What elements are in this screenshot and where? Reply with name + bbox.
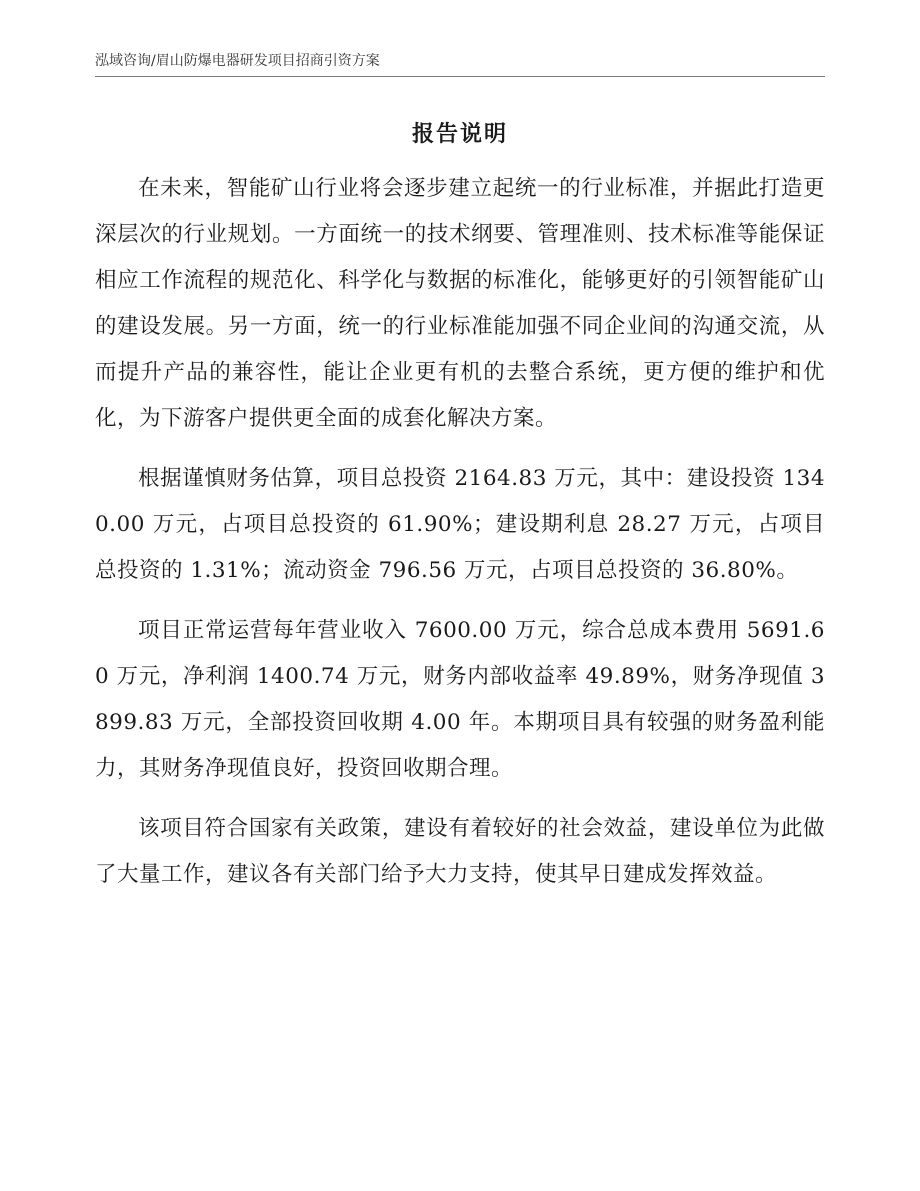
paragraph-investment-estimate: 根据谨慎财务估算，项目总投资 2164.83 万元，其中：建设投资 1340.00 万元，占项目总投资的 61.90%；建设期利息 28.27 万元，占项目总投资的 1.31%；流动资金 796.56 万元，占项目总投资的 36.80%。: [95, 466, 825, 583]
paragraph-conclusion: 该项目符合国家有关政策，建设有着较好的社会效益，建设单位为此做了大量工作，建议各有关部门给予大力支持，使其早日建成发挥效益。: [95, 816, 825, 887]
document-body: [95, 166, 825, 912]
running-header: 泓域咨询/眉山防爆电器研发项目招商引资方案: [95, 53, 380, 69]
paragraph-industry-outlook: 在未来，智能矿山行业将会逐步建立起统一的行业标准，并据此打造更深层次的行业规划。一方面统一的技术纲要、管理准则、技术标准等能保证相应工作流程的规范化、科学化与数据的标准化，能够更好的引领智能矿山的建设发展。另一方面，统一的行业标准能加强不同企业间的沟通交流，从而提升产品的兼容性，能让企业更有机的去整合系统，更方便的维护和优化，为下游客户提供更全面的成套化解决方案。: [95, 176, 825, 431]
header-divider: [95, 76, 825, 77]
page-title: 报告说明: [411, 122, 508, 147]
paragraph-financial-returns: 项目正常运营每年营业收入 7600.00 万元，综合总成本费用 5691.60 万元，净利润 1400.74 万元，财务内部收益率 49.89%，财务净现值 3899.83 万元，全部投资回收期 4.00 年。本期项目具有较强的财务盈利能力，其财务净现值良好，投资回收期合理。: [95, 618, 825, 781]
